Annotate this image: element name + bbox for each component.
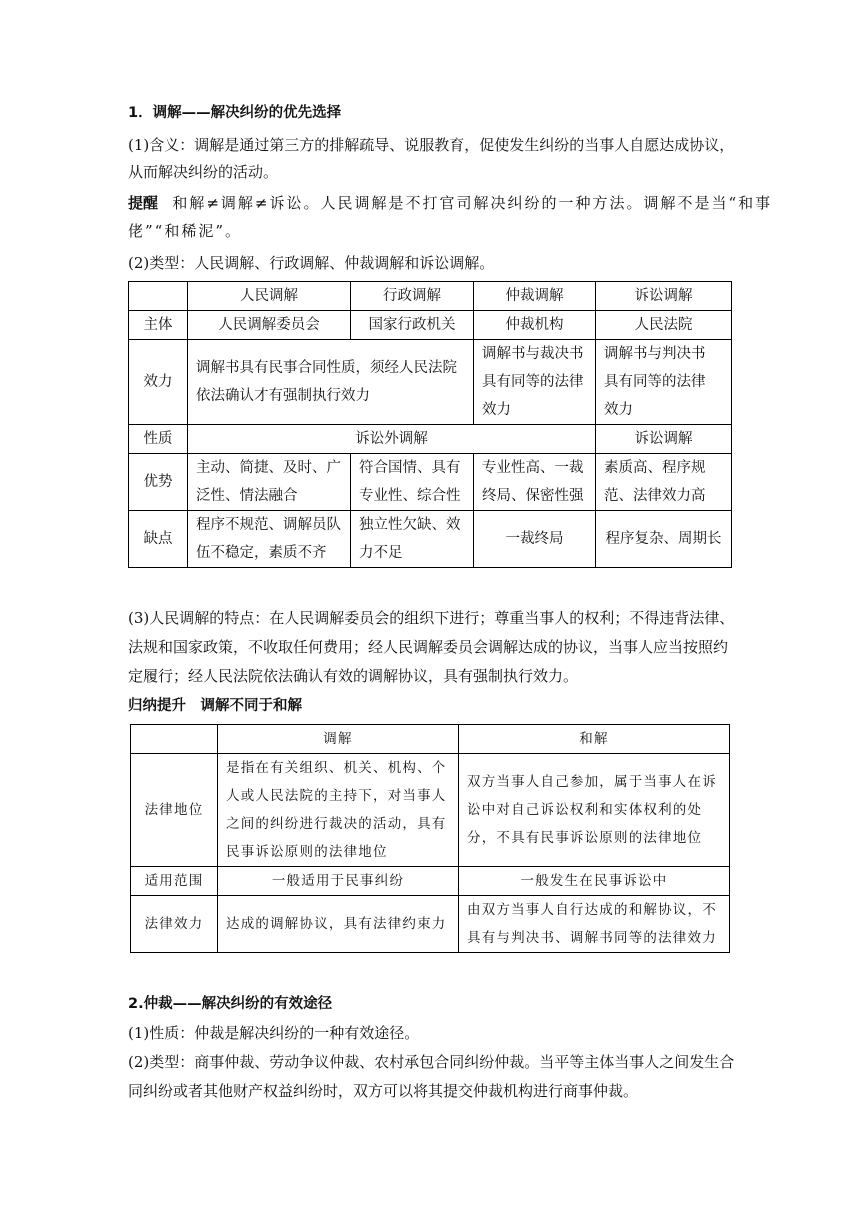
table-header-row bbox=[131, 725, 730, 754]
text-line: 调解书与裁决书 bbox=[482, 346, 584, 362]
text-line: 讼中对自己诉讼权利和实体权利的处 bbox=[467, 802, 703, 818]
cell-status-mediation bbox=[218, 754, 459, 867]
cell-effect-litigation bbox=[596, 340, 732, 425]
mediation-vs-settlement-table bbox=[130, 724, 730, 953]
text-line: 泛性、情法融合 bbox=[196, 488, 298, 504]
cell-subject-admin: 国家行政机关 bbox=[351, 311, 474, 340]
table-row-advantages bbox=[129, 454, 732, 511]
cell-effect-people-admin bbox=[188, 340, 474, 425]
cell-nature-outside: 诉讼外调解 bbox=[188, 425, 596, 454]
header-people-mediation: 人民调解 bbox=[188, 282, 351, 311]
table-row-scope bbox=[131, 867, 730, 896]
features-line-2: 法规和国家政策，不收取任何费用；经人民调解委员会调解达成的协议，当事人应当按照约 bbox=[128, 638, 729, 656]
table-row-legal-status bbox=[131, 754, 730, 867]
cell-status-settlement bbox=[459, 754, 730, 867]
cell-adv-admin bbox=[351, 454, 474, 511]
cell-effect-settlement bbox=[459, 896, 730, 953]
header-empty bbox=[129, 282, 188, 311]
text-line: 伍不稳定，素质不齐 bbox=[196, 545, 327, 561]
text-line: 终局、保密性强 bbox=[482, 488, 584, 504]
tip-line-2: 佬”“和稀泥”。 bbox=[128, 222, 243, 240]
text-line: 由双方当事人自行达成的和解协议，不 bbox=[467, 902, 717, 918]
text-line: 素质高、程序规 bbox=[604, 460, 706, 476]
header-litigation-mediation: 诉讼调解 bbox=[596, 282, 732, 311]
meaning-line-1: (1)含义：调解是通过第三方的排解疏导、说服教育，促使发生纠纷的当事人自愿达成协议， bbox=[128, 136, 735, 154]
text-line: 具有与判决书、调解书同等的法律效力 bbox=[467, 930, 717, 946]
text-line: 调解书具有民事合同性质，须经人民法院 bbox=[196, 360, 457, 376]
cell-dis-people bbox=[188, 511, 351, 568]
cell-nature-litigation: 诉讼调解 bbox=[596, 425, 732, 454]
cell-dis-litigation: 程序复杂、周期长 bbox=[596, 511, 732, 568]
cell-scope-mediation: 一般适用于民事纠纷 bbox=[218, 867, 459, 896]
cell-subject-arbitration: 仲裁机构 bbox=[474, 311, 596, 340]
arbitration-nature-line: (1)性质：仲裁是解决纠纷的一种有效途径。 bbox=[128, 1024, 420, 1042]
text-line: 范、法律效力高 bbox=[604, 488, 706, 504]
text-line: 人或人民法院的主持下，对当事人 bbox=[226, 788, 447, 804]
features-line-3: 定履行；经人民法院依法确认有效的调解协议，具有强制执行效力。 bbox=[128, 667, 579, 685]
table-row-nature bbox=[129, 425, 732, 454]
arbitration-types-line-1: (2)类型：商事仲裁、劳动争议仲裁、农村承包合同纠纷仲裁。当平等主体当事人之间发生合 bbox=[128, 1053, 735, 1071]
text-line: 具有同等的法律 bbox=[482, 374, 584, 390]
cell-adv-arbitration bbox=[474, 454, 596, 511]
row-label-subject: 主体 bbox=[129, 311, 188, 340]
cell-subject-people: 人民调解委员会 bbox=[188, 311, 351, 340]
cell-subject-litigation: 人民法院 bbox=[596, 311, 732, 340]
text-line: 力不足 bbox=[359, 545, 403, 561]
cell-adv-litigation bbox=[596, 454, 732, 511]
row-label-nature: 性质 bbox=[129, 425, 188, 454]
table-row-effect bbox=[129, 340, 732, 425]
section2-heading: 2.仲裁——解决纠纷的有效途径 bbox=[128, 996, 333, 1012]
tip-label: 提醒 bbox=[128, 194, 159, 212]
header-arbitration-mediation: 仲裁调解 bbox=[474, 282, 596, 311]
table-row-subject bbox=[129, 311, 732, 340]
text-line: 专业性、综合性 bbox=[359, 488, 461, 504]
header-admin-mediation: 行政调解 bbox=[351, 282, 474, 311]
text-line: 调解书与判决书 bbox=[604, 346, 706, 362]
mediation-types-table bbox=[128, 281, 732, 568]
header-settlement: 和解 bbox=[459, 725, 730, 754]
cell-effect-arbitration bbox=[474, 340, 596, 425]
text-line: 主动、简捷、及时、广 bbox=[196, 460, 341, 476]
text-line: 双方当事人自己参加，属于当事人在诉 bbox=[467, 774, 717, 790]
tip-text-1: 和解≠调解≠诉讼。人民调解是不打官司解决纠纷的一种方法。调解不是当“和事 bbox=[172, 194, 773, 212]
row-label-legal-status: 法律地位 bbox=[131, 754, 218, 867]
row-label-disadvantages: 缺点 bbox=[129, 511, 188, 568]
cell-adv-people bbox=[188, 454, 351, 511]
cell-dis-admin bbox=[351, 511, 474, 568]
table-row-disadvantages bbox=[129, 511, 732, 568]
text-line: 分，不具有民事诉讼原则的法律地位 bbox=[467, 830, 703, 846]
text-line: 专业性高、一裁 bbox=[482, 460, 584, 476]
types-line: (2)类型：人民调解、行政调解、仲裁调解和诉讼调解。 bbox=[128, 254, 495, 272]
text-line: 民事诉讼原则的法律地位 bbox=[226, 844, 388, 860]
summary-heading: 归纳提升 调解不同于和解 bbox=[128, 698, 302, 714]
text-line: 依法确认才有强制执行效力 bbox=[196, 388, 370, 404]
header-empty bbox=[131, 725, 218, 754]
text-line: 之间的纠纷进行裁决的活动，具有 bbox=[226, 816, 447, 832]
arbitration-types-line-2: 同纠纷或者其他财产权益纠纷时，双方可以将其提交仲裁机构进行商事仲裁。 bbox=[128, 1082, 639, 1100]
table-header-row bbox=[129, 282, 732, 311]
text-line: 独立性欠缺、效 bbox=[359, 517, 461, 533]
row-label-legal-effect: 法律效力 bbox=[131, 896, 218, 953]
meaning-line-2: 从而解决纠纷的活动。 bbox=[128, 163, 279, 181]
row-label-scope: 适用范围 bbox=[131, 867, 218, 896]
section1-heading: 1．调解——解决纠纷的优先选择 bbox=[128, 105, 342, 121]
text-line: 效力 bbox=[604, 402, 633, 418]
cell-dis-arbitration: 一裁终局 bbox=[474, 511, 596, 568]
text-line: 具有同等的法律 bbox=[604, 374, 706, 390]
row-label-effect: 效力 bbox=[129, 340, 188, 425]
text-line: 效力 bbox=[482, 402, 511, 418]
tip-line-1 bbox=[128, 193, 772, 213]
table-row-legal-effect bbox=[131, 896, 730, 953]
header-mediation: 调解 bbox=[218, 725, 459, 754]
cell-scope-settlement: 一般发生在民事诉讼中 bbox=[459, 867, 730, 896]
text-line: 符合国情、具有 bbox=[359, 460, 461, 476]
features-line-1: (3)人民调解的特点：在人民调解委员会的组织下进行；尊重当事人的权利；不得违背法律、 bbox=[128, 609, 735, 627]
text-line: 是指在有关组织、机关、机构、个 bbox=[226, 760, 447, 776]
row-label-advantages: 优势 bbox=[129, 454, 188, 511]
cell-effect-mediation: 达成的调解协议，具有法律约束力 bbox=[218, 896, 459, 953]
text-line: 程序不规范、调解员队 bbox=[196, 517, 341, 533]
